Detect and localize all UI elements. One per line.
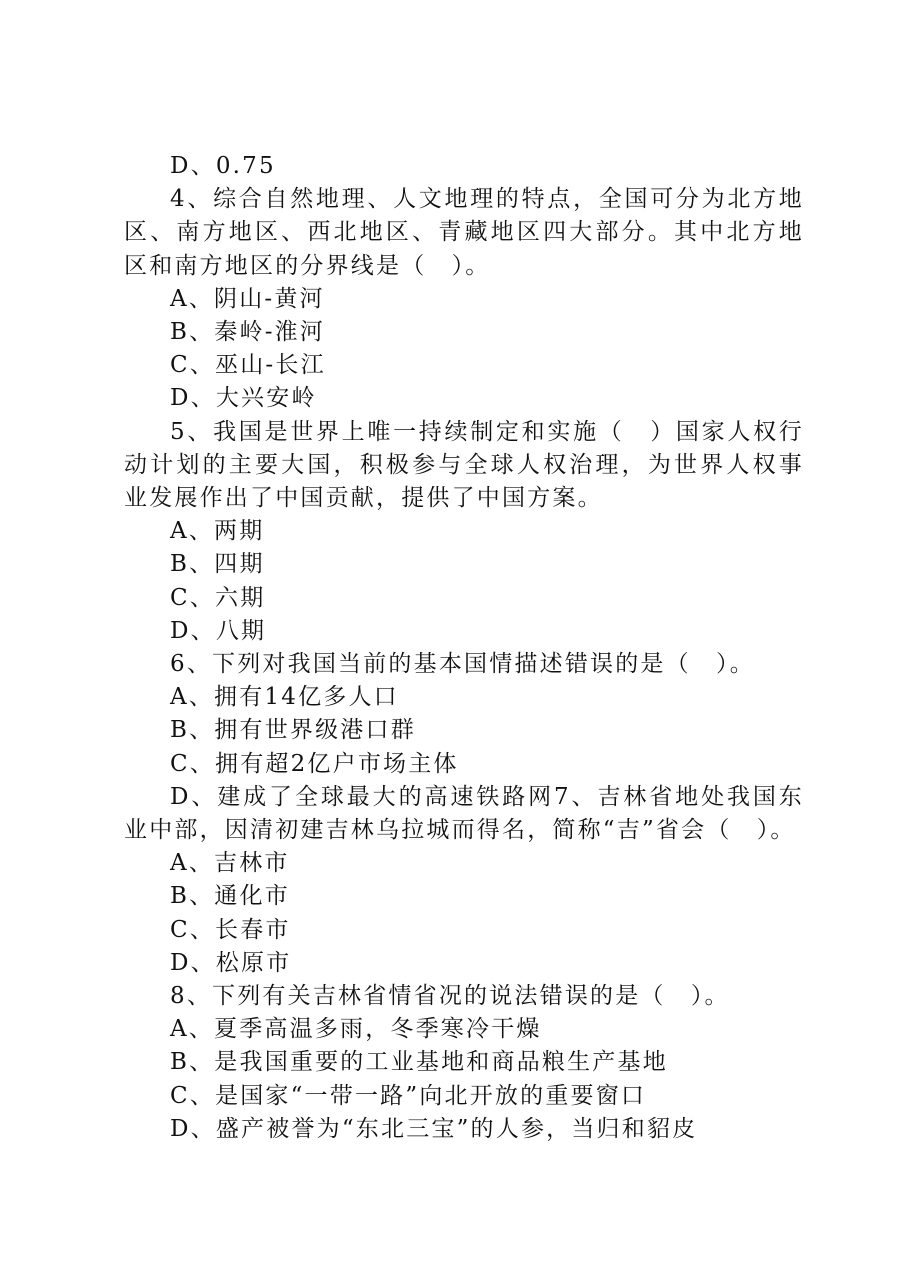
option-line: C、是国家“一带一路”向北开放的重要窗口 xyxy=(170,1082,647,1109)
option-line: C、长春市 xyxy=(170,916,291,943)
question-line: 8、下列有关吉林省情省况的说法错误的是（ ）。 xyxy=(170,983,730,1010)
option-line: A、阴山-黄河 xyxy=(170,285,325,312)
option-line: D、松原市 xyxy=(170,949,292,976)
question-line: 6、下列对我国当前的基本国情描述错误的是（ ）。 xyxy=(170,651,755,678)
option-line: B、四期 xyxy=(170,551,265,578)
option-line: D、盛产被誉为“东北三宝”的人参，当归和貂皮 xyxy=(170,1115,698,1142)
option-line: A、吉林市 xyxy=(170,850,290,877)
option-line: C、拥有超2亿户市场主体 xyxy=(170,750,459,777)
option-line: D、大兴安岭 xyxy=(170,385,317,412)
document-body xyxy=(124,150,804,1146)
option-line: B、拥有世界级港口群 xyxy=(170,717,416,744)
option-line: B、秦岭-淮河 xyxy=(170,319,326,346)
option-line: D、八期 xyxy=(170,617,267,644)
question-paragraph: D、建成了全球最大的高速铁路网7、吉林省地处我国东业中部，因清初建吉林乌拉城而得名，简称“吉”省会（ ）。 xyxy=(124,783,804,844)
question-paragraph: 5、我国是世界上唯一持续制定和实施（ ）国家人权行动计划的主要大国，积极参与全球人权治理，为世界人权事业发展作出了中国贡献，提供了中国方案。 xyxy=(124,418,804,512)
option-line: A、拥有14亿多人口 xyxy=(170,684,399,711)
option-line: A、两期 xyxy=(170,518,265,545)
option-line: D、0.75 xyxy=(170,153,276,179)
option-line: B、通化市 xyxy=(170,883,290,910)
option-line: C、六期 xyxy=(170,584,266,611)
option-line: A、夏季高温多雨，冬季寒冷干燥 xyxy=(170,1016,542,1043)
option-line: B、是我国重要的工业基地和商品粮生产基地 xyxy=(170,1049,668,1076)
option-line: C、巫山-长江 xyxy=(170,352,326,379)
question-paragraph: 4、综合自然地理、人文地理的特点，全国可分为北方地区、南方地区、西北地区、青藏地区四大部分。其中北方地区和南方地区的分界线是（ ）。 xyxy=(124,186,804,279)
